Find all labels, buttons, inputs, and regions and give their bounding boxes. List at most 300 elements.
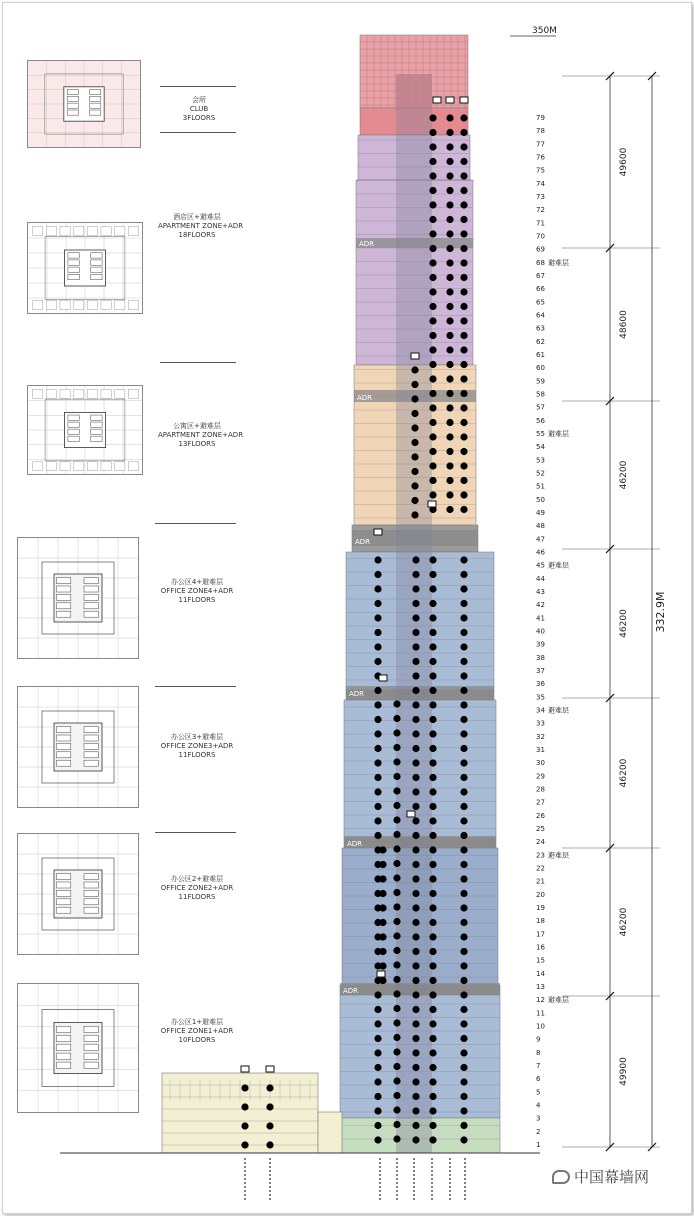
- elevator-dot: [460, 614, 467, 621]
- elevator-dot: [393, 932, 400, 939]
- elevator-dot: [374, 991, 381, 998]
- elevator-dot: [460, 361, 467, 368]
- core-shaft: [396, 74, 432, 1153]
- elevator-dot: [429, 361, 436, 368]
- adr-label: ADR: [347, 840, 363, 848]
- elevator-dot: [446, 187, 453, 194]
- elevator-dot: [379, 933, 386, 940]
- elevator-dot: [460, 303, 467, 310]
- elevator-dot: [379, 919, 386, 926]
- elevator-dot: [446, 448, 453, 455]
- elevator-head: [460, 97, 468, 103]
- floor-number-78: 78: [536, 127, 545, 136]
- elevator-dot: [429, 1136, 436, 1143]
- elevator-dot: [393, 729, 400, 736]
- floor-number-72: 72: [536, 206, 545, 215]
- adr-label: ADR: [357, 394, 373, 402]
- elevator-head: [446, 97, 454, 103]
- elevator-dot: [429, 1049, 436, 1056]
- elevator-dot: [429, 143, 436, 150]
- elevator-dot: [412, 774, 419, 781]
- floor-number-40: 40: [536, 627, 545, 636]
- zone-label-floors: 11FLOORS: [178, 751, 216, 759]
- elevator-dot: [429, 1064, 436, 1071]
- total-height-label: 332.9M: [654, 591, 667, 633]
- elevator-dot: [460, 230, 467, 237]
- elevator-dot: [429, 129, 436, 136]
- elevator-dot: [374, 803, 381, 810]
- zone-label-floors: 11FLOORS: [178, 893, 216, 901]
- elevator-dot: [460, 245, 467, 252]
- floor-number-35: 35: [536, 693, 545, 702]
- elevator-dot: [429, 216, 436, 223]
- elevator-dot: [412, 614, 419, 621]
- elevator-dot: [460, 861, 467, 868]
- elevator-dot: [374, 1107, 381, 1114]
- floor-number-26: 26: [536, 811, 545, 820]
- elevator-dot: [429, 1107, 436, 1114]
- floor-number-61: 61: [536, 351, 545, 359]
- elevator-dot: [429, 730, 436, 737]
- floor-number-29: 29: [536, 772, 545, 781]
- elevator-dot: [429, 491, 436, 498]
- elevator-dot: [460, 962, 467, 969]
- adr-label: ADR: [349, 690, 365, 698]
- elevator-dot: [460, 846, 467, 853]
- elevator-dot: [412, 977, 419, 984]
- refuge-floor-label: 避难层: [548, 430, 569, 438]
- elevator-dot: [429, 919, 436, 926]
- elevator-dot: [374, 817, 381, 824]
- elevator-dot: [460, 1006, 467, 1013]
- elevator-dot: [393, 715, 400, 722]
- elevator-dot: [412, 1006, 419, 1013]
- elevator-dot: [374, 1064, 381, 1071]
- elevator-dot: [266, 1103, 273, 1110]
- elevator-dot: [266, 1122, 273, 1129]
- elevator-dot: [429, 556, 436, 563]
- elevator-dot: [429, 875, 436, 882]
- elevator-dot: [429, 477, 436, 484]
- floor-number-45: 45: [536, 561, 545, 570]
- floor-number-16: 16: [536, 943, 545, 952]
- elevator-dot: [460, 890, 467, 897]
- floor-number-37: 37: [536, 667, 545, 675]
- elevator-dot: [460, 491, 467, 498]
- elevator-dot: [429, 745, 436, 752]
- elevator-dot: [429, 904, 436, 911]
- elevator-dot: [374, 687, 381, 694]
- elevator-dot: [446, 332, 453, 339]
- elevator-dot: [393, 1063, 400, 1070]
- elevator-dot: [460, 1064, 467, 1071]
- elevator-dot: [429, 933, 436, 940]
- segment-dimension-6: 49900: [619, 1057, 629, 1086]
- zone-label-cn: 办公区2+避难层: [170, 875, 224, 883]
- elevator-dot: [393, 947, 400, 954]
- elevator-dot: [412, 803, 419, 810]
- elevator-dot: [460, 375, 467, 382]
- elevator-dot: [460, 948, 467, 955]
- elevator-dot: [393, 816, 400, 823]
- elevator-dot: [412, 585, 419, 592]
- floor-number-52: 52: [536, 469, 545, 478]
- elevator-dot: [446, 404, 453, 411]
- floor-number-49: 49: [536, 509, 545, 517]
- zone-label-cn: 办公区4+避难层: [170, 578, 224, 586]
- floor-number-50: 50: [536, 495, 545, 504]
- elevator-dot: [393, 845, 400, 852]
- top-height-label: 350M: [532, 26, 557, 36]
- elevator-dot: [412, 1136, 419, 1143]
- elevator-dot: [446, 201, 453, 208]
- watermark-text: 中国幕墙网: [574, 1168, 650, 1186]
- elevator-dot: [446, 114, 453, 121]
- elevator-dot: [412, 643, 419, 650]
- elevator-dot: [429, 658, 436, 665]
- elevator-dot: [412, 1078, 419, 1085]
- elevator-dot: [429, 1035, 436, 1042]
- elevator-dot: [393, 874, 400, 881]
- floor-number-33: 33: [536, 719, 545, 728]
- zone-label-cn: 公寓区+避难层: [173, 422, 221, 430]
- elevator-dot: [460, 774, 467, 781]
- elevator-dot: [429, 288, 436, 295]
- elevator-dot: [374, 1006, 381, 1013]
- elevator-dot: [429, 390, 436, 397]
- elevator-dot: [429, 716, 436, 723]
- elevator-dot: [374, 759, 381, 766]
- elevator-head: [411, 353, 419, 359]
- elevator-dot: [429, 1020, 436, 1027]
- elevator-dot: [412, 1049, 419, 1056]
- segment-dimension-0: 49600: [619, 147, 629, 177]
- floor-number-39: 39: [536, 640, 545, 649]
- elevator-dot: [460, 759, 467, 766]
- elevator-dot: [379, 904, 386, 911]
- elevator-dot: [429, 788, 436, 795]
- elevator-dot: [429, 672, 436, 679]
- floor-number-65: 65: [536, 298, 545, 307]
- elevator-dot: [460, 803, 467, 810]
- elevator-dot: [412, 687, 419, 694]
- floor-number-24: 24: [536, 838, 545, 847]
- elevator-dot: [393, 918, 400, 925]
- elevator-dot: [460, 390, 467, 397]
- elevator-dot: [393, 1121, 400, 1128]
- elevator-dot: [460, 1093, 467, 1100]
- elevator-dot: [460, 216, 467, 223]
- zone-label-floors: 11FLOORS: [178, 596, 216, 604]
- elevator-dot: [412, 962, 419, 969]
- floor-number-69: 69: [536, 245, 545, 254]
- elevator-dot: [374, 571, 381, 578]
- elevator-dot: [460, 259, 467, 266]
- floor-number-3: 3: [536, 1114, 541, 1123]
- zone-label-en: APARTMENT ZONE+ADR: [158, 222, 244, 230]
- watermark: [552, 1166, 649, 1187]
- elevator-dot: [412, 933, 419, 940]
- floor-number-79: 79: [536, 114, 545, 122]
- elevator-dot: [460, 585, 467, 592]
- floor-number-47: 47: [536, 535, 545, 544]
- elevator-dot: [412, 1122, 419, 1129]
- elevator-dot: [429, 1122, 436, 1129]
- floor-number-1: 1: [536, 1141, 541, 1149]
- elevator-dot: [429, 1006, 436, 1013]
- zone-label-en: CLUB: [189, 105, 209, 113]
- elevator-dot: [374, 1049, 381, 1056]
- elevator-dot: [429, 571, 436, 578]
- floor-number-17: 17: [536, 930, 545, 939]
- elevator-dot: [429, 614, 436, 621]
- elevator-dot: [460, 317, 467, 324]
- floor-number-46: 46: [536, 548, 545, 557]
- elevator-dot: [379, 890, 386, 897]
- elevator-dot: [460, 1122, 467, 1129]
- floor-number-4: 4: [536, 1101, 541, 1110]
- floor-number-19: 19: [536, 904, 545, 912]
- elevator-dot: [374, 832, 381, 839]
- floor-number-42: 42: [536, 601, 545, 610]
- elevator-dot: [374, 1122, 381, 1129]
- floor-number-18: 18: [536, 917, 545, 926]
- elevator-dot: [429, 803, 436, 810]
- refuge-floor-label: 避难层: [548, 851, 569, 860]
- elevator-head: [433, 97, 441, 103]
- elevator-dot: [446, 216, 453, 223]
- elevator-dot: [460, 288, 467, 295]
- elevator-dot: [412, 832, 419, 839]
- adr-label: ADR: [355, 538, 371, 546]
- elevator-dot: [429, 832, 436, 839]
- elevator-dot: [379, 875, 386, 882]
- floor-number-43: 43: [536, 588, 545, 596]
- elevator-dot: [429, 701, 436, 708]
- elevator-dot: [446, 303, 453, 310]
- elevator-head: [374, 529, 382, 535]
- elevator-dot: [241, 1084, 248, 1091]
- elevator-dot: [446, 245, 453, 252]
- elevator-dot: [412, 861, 419, 868]
- elevator-dot: [429, 600, 436, 607]
- elevator-dot: [460, 716, 467, 723]
- elevator-dot: [429, 643, 436, 650]
- podium: [162, 1066, 342, 1153]
- elevator-dot: [393, 1005, 400, 1012]
- zone-label-en: OFFICE ZONE3+ADR: [160, 742, 234, 750]
- elevator-dot: [446, 288, 453, 295]
- elevator-dot: [374, 556, 381, 563]
- floor-number-7: 7: [536, 1062, 541, 1070]
- elevator-dot: [460, 658, 467, 665]
- elevator-dot: [460, 600, 467, 607]
- elevator-dot: [460, 143, 467, 150]
- elevator-dot: [460, 477, 467, 484]
- elevator-dot: [393, 976, 400, 983]
- elevator-dot: [460, 875, 467, 882]
- elevator-dot: [429, 774, 436, 781]
- zone-label-en: OFFICE ZONE2+ADR: [160, 884, 234, 892]
- elevator-dot: [374, 1136, 381, 1143]
- elevator-dot: [429, 158, 436, 165]
- floor-number-51: 51: [536, 482, 545, 491]
- elevator-dot: [429, 759, 436, 766]
- elevator-dot: [412, 658, 419, 665]
- floor-number-44: 44: [536, 574, 545, 583]
- floor-number-41: 41: [536, 614, 545, 623]
- elevator-dot: [374, 643, 381, 650]
- elevator-dot: [429, 861, 436, 868]
- floor-number-5: 5: [536, 1088, 541, 1097]
- floor-number-66: 66: [536, 285, 545, 294]
- elevator-dot: [412, 919, 419, 926]
- elevator-dot: [446, 129, 453, 136]
- floor-number-23: 23: [536, 851, 545, 860]
- elevator-dot: [393, 773, 400, 780]
- elevator-dot: [460, 433, 467, 440]
- chat-bubble-icon: [552, 1170, 570, 1184]
- elevator-dot: [412, 701, 419, 708]
- floor-number-15: 15: [536, 956, 545, 965]
- elevator-dot: [393, 758, 400, 765]
- elevator-dot: [429, 317, 436, 324]
- floor-number-57: 57: [536, 403, 545, 412]
- adr-label: ADR: [359, 240, 375, 248]
- elevator-dot: [429, 890, 436, 897]
- elevator-dot: [379, 948, 386, 955]
- floor-number-21: 21: [536, 877, 545, 886]
- elevator-dot: [460, 114, 467, 121]
- floor-number-9: 9: [536, 1035, 541, 1044]
- elevator-dot: [460, 904, 467, 911]
- elevator-dot: [446, 390, 453, 397]
- elevator-head: [428, 501, 436, 507]
- dimension-line-column: [562, 72, 660, 1151]
- elevator-dot: [429, 977, 436, 984]
- elevator-dot: [393, 961, 400, 968]
- elevator-dot: [460, 1049, 467, 1056]
- floor-number-11: 11: [536, 1009, 545, 1018]
- elevator-dot: [374, 745, 381, 752]
- floor-number-62: 62: [536, 337, 545, 346]
- floor-number-25: 25: [536, 825, 545, 833]
- elevator-dot: [460, 672, 467, 679]
- floor-number-6: 6: [536, 1075, 541, 1084]
- elevator-dot: [429, 274, 436, 281]
- elevator-dot: [429, 991, 436, 998]
- elevator-dot: [412, 846, 419, 853]
- elevator-head: [377, 971, 385, 977]
- floor-number-55: 55: [536, 430, 545, 438]
- elevator-dot: [429, 201, 436, 208]
- elevator-dot: [374, 1093, 381, 1100]
- elevator-dot: [379, 962, 386, 969]
- elevator-dot: [460, 1078, 467, 1085]
- floor-number-38: 38: [536, 653, 545, 662]
- elevator-dot: [429, 375, 436, 382]
- refuge-floor-label: 避难层: [548, 996, 569, 1005]
- elevator-dot: [411, 468, 418, 475]
- elevator-dot: [411, 395, 418, 402]
- elevator-dot: [411, 424, 418, 431]
- elevator-dot: [412, 672, 419, 679]
- elevator-dot: [241, 1141, 248, 1148]
- elevator-dot: [460, 346, 467, 353]
- elevator-dot: [446, 274, 453, 281]
- elevator-dot: [446, 230, 453, 237]
- segment-dimension-3: 46200: [619, 609, 629, 638]
- elevator-dot: [460, 629, 467, 636]
- floor-number-13: 13: [536, 983, 545, 991]
- elevator-dot: [460, 462, 467, 469]
- elevator-dot: [460, 933, 467, 940]
- elevator-dot: [412, 556, 419, 563]
- elevator-dot: [460, 201, 467, 208]
- floor-number-76: 76: [536, 153, 545, 162]
- zone-label-floors: 18FLOORS: [178, 231, 216, 239]
- elevator-dot: [429, 687, 436, 694]
- floor-number-73: 73: [536, 193, 545, 201]
- elevator-dot: [412, 788, 419, 795]
- elevator-dot: [393, 1019, 400, 1026]
- elevator-dot: [411, 410, 418, 417]
- elevator-dot: [446, 477, 453, 484]
- elevator-dot: [412, 890, 419, 897]
- zone-label-floors: 10FLOORS: [178, 1036, 216, 1044]
- elevator-dot: [411, 482, 418, 489]
- elevator-dot: [460, 832, 467, 839]
- elevator-dot: [460, 745, 467, 752]
- elevator-dot: [374, 629, 381, 636]
- elevator-dot: [460, 687, 467, 694]
- elevator-dot: [412, 759, 419, 766]
- elevator-dot: [393, 1106, 400, 1113]
- elevator-dot: [446, 462, 453, 469]
- elevator-dot: [374, 701, 381, 708]
- elevator-dot: [412, 1107, 419, 1114]
- elevator-dot: [446, 317, 453, 324]
- floor-number-14: 14: [536, 969, 545, 978]
- elevator-dot: [429, 259, 436, 266]
- adr-label: ADR: [343, 987, 359, 995]
- elevator-dot: [411, 381, 418, 388]
- floor-number-28: 28: [536, 785, 545, 794]
- elevator-dot: [393, 831, 400, 838]
- zone-label-floors: 3FLOORS: [182, 114, 216, 122]
- podium-hoist: [241, 1066, 249, 1072]
- elevator-dot: [460, 506, 467, 513]
- elevator-dot: [412, 571, 419, 578]
- elevator-dot: [446, 419, 453, 426]
- elevator-dot: [460, 977, 467, 984]
- elevator-dot: [379, 846, 386, 853]
- floor-number-63: 63: [536, 324, 545, 333]
- elevator-dot: [429, 303, 436, 310]
- elevator-dot: [412, 1020, 419, 1027]
- elevator-dot: [412, 1064, 419, 1071]
- elevator-dot: [460, 991, 467, 998]
- elevator-dot: [429, 448, 436, 455]
- floor-number-10: 10: [536, 1022, 545, 1031]
- elevator-dot: [379, 977, 386, 984]
- elevator-dot: [429, 462, 436, 469]
- floor-number-column: [536, 114, 569, 1149]
- zone-label-cn: 酒店区+避难层: [173, 213, 221, 221]
- floor-number-58: 58: [536, 390, 545, 399]
- elevator-dot: [429, 245, 436, 252]
- elevator-dot: [412, 600, 419, 607]
